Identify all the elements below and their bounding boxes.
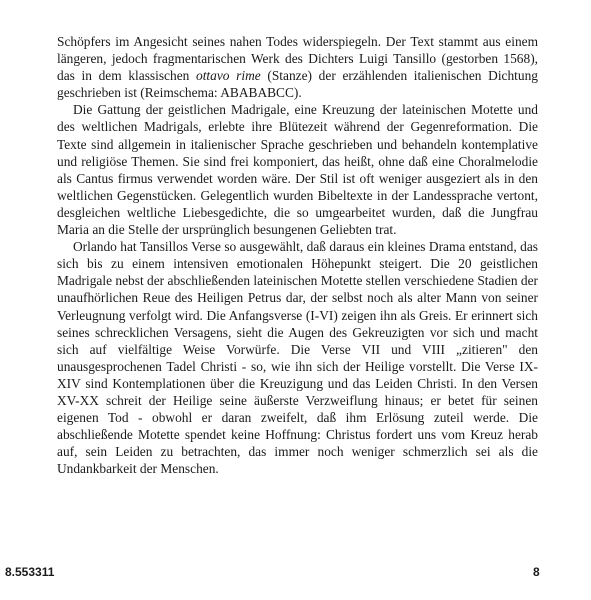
catalog-number: 8.553311 xyxy=(5,565,55,579)
body-text xyxy=(57,33,538,477)
paragraph-1-italic-term: ottavo rime xyxy=(196,68,261,84)
paragraph-1-text-before: Schöpfers im Angesicht seines nahen Todes widerspiegeln. Der Text stammt aus einem längeren, jedoch fragmentarischen Werk des Dichters Luigi Tansillo (gestorben 1568), das in dem klassischen xyxy=(57,34,538,84)
page-number: 8 xyxy=(533,565,540,579)
paragraph-3: Orlando hat Tansillos Verse so ausgewählt, daß daraus ein kleines Drama entstand, das sich bis zu einem intensiven emotionalen Höhepunkt steigert. Die 20 geistlichen Madrigale nebst der abschließenden lateinischen Motette stellen verschiedene Stadien der unaufhörlichen Reue des Heiligen Petrus dar, der selbst noch als alter Mann von seiner Verleugnung verfolgt wird. Die Anfangsverse (I-VI) zeigen ihn als Greis. Er erinnert sich seines schrecklichen Versagens, sieht die Augen des Gekreuzigten vor sich und macht sich auf vielfältige Weise Vorwürfe. Die Verse VII und VIII „zitieren" den unausgesprochenen Tadel Christi - so, wie ihn sich der Heilige vorstellt. Die Verse IX-XIV sind Kontemplationen über die Kreuzigung und das Leiden Christi. In den Versen XV-XX schreit der Heilige seine äußerste Verzweiflung hinaus; er betet für seinen eigenen Tod - obwohl er daran zweifelt, daß ihm Erlösung zuteil werde. Die abschließende Motette spendet keine Hoffnung: Christus fordert uns vom Kreuz herab auf, sein Leiden zu betrachten, das immer noch weniger schmerzlich sei als die Undankbarkeit der Menschen. xyxy=(57,239,538,477)
paragraph-1-text-after: (Stanze) der erzählenden italienischen Dichtung geschrieben ist (Reimschema: ABABABCC). xyxy=(57,68,538,101)
paragraph-continuation xyxy=(57,33,538,101)
paragraph-2: Die Gattung der geistlichen Madrigale, eine Kreuzung der lateinischen Motette und des weltlichen Madrigals, erlebte ihre Blütezeit während der Gegenreformation. Die Texte sind allgemein in italienischer Sprache geschrieben und behandeln kontemplative und religiöse Themen. Sie sind frei komponiert, das heißt, ohne daß eine Choralmelodie als Cantus firmus verwendet worden wäre. Der Stil ist oft weniger ausgeziert als in den weltlichen Gegenstücken. Gelegentlich wurden Bibeltexte in der Landessprache vertont, desgleichen weltliche Liebesgedichte, die so umgearbeitet wurden, daß die Jungfrau Maria an die Stelle der ursprünglich besungenen Geliebten trat. xyxy=(57,102,538,238)
